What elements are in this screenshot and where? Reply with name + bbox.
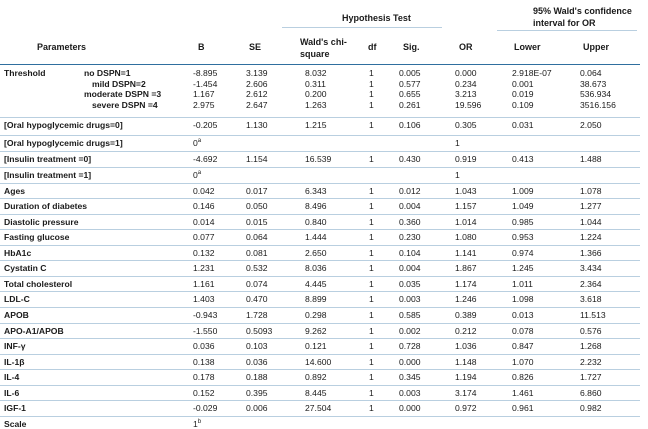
cell-upper: 1.224	[580, 232, 602, 242]
row-label: APO-A1/APOB	[4, 326, 64, 336]
row-divider	[0, 117, 640, 118]
cell-lower: 0.413	[512, 154, 534, 164]
cell-upper: 0.064	[580, 68, 602, 78]
cell-or: 1.148	[455, 357, 477, 367]
hypothesis-test-rule	[282, 27, 442, 28]
cell-df: 1	[369, 120, 374, 130]
cell-se: 0.103	[246, 341, 268, 351]
footnote-marker: b	[197, 419, 202, 426]
cell-upper: 2.232	[580, 357, 602, 367]
cell-or: 19.596	[455, 100, 482, 110]
row-divider	[0, 198, 640, 199]
cell-wald: 0.892	[305, 372, 327, 382]
cell-wald: 0.121	[305, 341, 327, 351]
row-label: INF-γ	[4, 341, 26, 351]
row-label: IL-6	[4, 388, 20, 398]
row-label: [Oral hypoglycemic drugs=1]	[4, 138, 123, 148]
cell-or: 0.305	[455, 120, 477, 130]
cell-wald: 8.899	[305, 294, 327, 304]
cell-lower: 1.049	[512, 201, 534, 211]
cell-b: 1.403	[193, 294, 215, 304]
cell-df: 1	[369, 89, 374, 99]
cell-upper: 1.488	[580, 154, 602, 164]
row-divider	[0, 245, 640, 246]
cell-or: 1.246	[455, 294, 477, 304]
cell-lower: 0.826	[512, 372, 534, 382]
cell-wald: 2.650	[305, 248, 327, 258]
cell-sig: 0.002	[399, 326, 421, 336]
row-label: mild DSPN=2	[92, 79, 146, 89]
row-label: HbA1c	[4, 248, 32, 258]
cell-df: 1	[369, 310, 374, 320]
cell-upper: 2.364	[580, 279, 602, 289]
cell-upper: 0.576	[580, 326, 602, 336]
cell-df: 1	[369, 388, 374, 398]
cell-lower: 0.078	[512, 326, 534, 336]
ci-group-header	[533, 5, 645, 29]
cell-sig: 0.004	[399, 263, 421, 273]
cell-b: -4.692	[193, 154, 218, 164]
cell-df: 1	[369, 403, 374, 413]
cell-df: 1	[369, 279, 374, 289]
cell-sig: 0.005	[399, 68, 421, 78]
cell-b: 0$^a$	[193, 138, 202, 148]
cell-lower: 1.245	[512, 263, 534, 273]
cell-b: -1.550	[193, 326, 218, 336]
cell-b: -8.895	[193, 68, 218, 78]
cell-or: 3.213	[455, 89, 477, 99]
row-divider	[0, 338, 640, 339]
cell-sig: 0.000	[399, 403, 421, 413]
cell-b: -0.029	[193, 403, 218, 413]
cell-lower: 0.001	[512, 79, 534, 89]
cell-wald: 14.600	[305, 357, 332, 367]
cell-df: 1	[369, 341, 374, 351]
row-label: IGF-1	[4, 403, 26, 413]
cell-b: 0.146	[193, 201, 215, 211]
cell-wald: 8.496	[305, 201, 327, 211]
cell-or: 0.234	[455, 79, 477, 89]
cell-wald: 1.263	[305, 100, 327, 110]
cell-upper: 38.673	[580, 79, 607, 89]
cell-b: 1.161	[193, 279, 215, 289]
cell-lower: 0.974	[512, 248, 534, 258]
col-header-b: B	[198, 42, 205, 52]
cell-se: 0.006	[246, 403, 268, 413]
threshold-label: Threshold	[4, 68, 46, 78]
cell-upper: 1.366	[580, 248, 602, 258]
cell-lower: 0.031	[512, 120, 534, 130]
cell-or: 1	[455, 138, 460, 148]
cell-b: 0.036	[193, 341, 215, 351]
cell-lower: 1.098	[512, 294, 534, 304]
cell-se: 0.188	[246, 372, 268, 382]
cell-or: 1.080	[455, 232, 477, 242]
row-label: [Oral hypoglycemic drugs=0]	[4, 120, 123, 130]
cell-wald: 6.343	[305, 186, 327, 196]
row-divider	[0, 276, 640, 277]
row-divider	[0, 400, 640, 401]
row-label: LDL-C	[4, 294, 30, 304]
cell-se: 0.074	[246, 279, 268, 289]
cell-sig: 0.012	[399, 186, 421, 196]
cell-sig: 0.003	[399, 294, 421, 304]
cell-b: 0.014	[193, 217, 215, 227]
cell-se: 0.081	[246, 248, 268, 258]
cell-sig: 0.728	[399, 341, 421, 351]
cell-sig: 0.261	[399, 100, 421, 110]
cell-sig: 0.035	[399, 279, 421, 289]
cell-or: 0.212	[455, 326, 477, 336]
cell-se: 0.017	[246, 186, 268, 196]
row-label: severe DSPN =4	[92, 100, 158, 110]
cell-or: 1.036	[455, 341, 477, 351]
cell-or: 0.919	[455, 154, 477, 164]
cell-or: 0.972	[455, 403, 477, 413]
col-header-wald: Wald's chi-square	[300, 37, 347, 59]
cell-sig: 0.106	[399, 120, 421, 130]
row-label: Fasting glucose	[4, 232, 70, 242]
ci-group-rule	[497, 30, 637, 31]
cell-lower: 0.953	[512, 232, 534, 242]
cell-upper: 1.078	[580, 186, 602, 196]
cell-lower: 0.961	[512, 403, 534, 413]
col-header-lower: Lower	[514, 42, 541, 52]
cell-b: 0.152	[193, 388, 215, 398]
cell-df: 1	[369, 232, 374, 242]
cell-df: 1	[369, 357, 374, 367]
cell-sig: 0.585	[399, 310, 421, 320]
cell-df: 1	[369, 186, 374, 196]
cell-or: 1.194	[455, 372, 477, 382]
row-label: moderate DSPN =3	[84, 89, 162, 99]
cell-b: 0$^a$	[193, 170, 202, 180]
cell-upper: 1.727	[580, 372, 602, 382]
row-divider	[0, 229, 640, 230]
cell-wald: 4.445	[305, 279, 327, 289]
cell-sig: 0.577	[399, 79, 421, 89]
cell-b: -1.454	[193, 79, 218, 89]
cell-sig: 0.345	[399, 372, 421, 382]
cell-wald: 16.539	[305, 154, 332, 164]
row-label: IL-1β	[4, 357, 25, 367]
row-label: no DSPN=1	[84, 68, 131, 78]
cell-se: 2.647	[246, 100, 268, 110]
cell-or: 0.000	[455, 68, 477, 78]
cell-or: 1.174	[455, 279, 477, 289]
cell-b: 1.231	[193, 263, 215, 273]
cell-wald: 0.840	[305, 217, 327, 227]
cell-wald: 27.504	[305, 403, 332, 413]
cell-wald: 8.036	[305, 263, 327, 273]
cell-sig: 0.360	[399, 217, 421, 227]
cell-b: 2.975	[193, 100, 215, 110]
cell-se: 1.130	[246, 120, 268, 130]
cell-se: 2.606	[246, 79, 268, 89]
cell-upper: 536.934	[580, 89, 612, 99]
cell-df: 1	[369, 294, 374, 304]
cell-sig: 0.003	[399, 388, 421, 398]
cell-or: 1.014	[455, 217, 477, 227]
row-divider	[0, 291, 640, 292]
cell-or: 1.043	[455, 186, 477, 196]
cell-se: 0.5093	[246, 326, 273, 336]
cell-df: 1	[369, 79, 374, 89]
cell-upper: 1.268	[580, 341, 602, 351]
cell-lower: 0.985	[512, 217, 534, 227]
row-divider	[0, 183, 640, 184]
col-header-se: SE	[249, 42, 262, 52]
row-divider	[0, 151, 640, 152]
cell-wald: 0.311	[305, 79, 326, 89]
cell-or: 1.867	[455, 263, 477, 273]
cell-or: 1	[455, 170, 460, 180]
cell-upper: 0.982	[580, 403, 602, 413]
cell-b: 1.167	[193, 89, 215, 99]
col-header-parameters: Parameters	[37, 42, 87, 52]
cell-upper: 3516.156	[580, 100, 616, 110]
cell-se: 2.612	[246, 89, 268, 99]
cell-se: 0.036	[246, 357, 268, 367]
row-label: Total cholesterol	[4, 279, 73, 289]
cell-se: 1.154	[246, 154, 268, 164]
cell-wald: 0.200	[305, 89, 327, 99]
cell-se: 0.064	[246, 232, 268, 242]
row-divider	[0, 323, 640, 324]
cell-df: 1	[369, 68, 374, 78]
ci-group-text: 95% Wald's confidence interval for OR	[533, 6, 632, 28]
cell-wald: 8.445	[305, 388, 327, 398]
cell-b: 0.077	[193, 232, 215, 242]
row-divider	[0, 260, 640, 261]
cell-sig: 0.004	[399, 201, 421, 211]
footnote-marker: a	[197, 170, 202, 177]
cell-se: 0.050	[246, 201, 268, 211]
cell-lower: 1.011	[512, 279, 533, 289]
cell-b: -0.205	[193, 120, 218, 130]
col-header-sig: Sig.	[403, 42, 420, 52]
cell-b: 1$^b$	[193, 419, 202, 429]
header-bottom-rule	[0, 64, 640, 65]
cell-df: 1	[369, 263, 374, 273]
cell-se: 0.532	[246, 263, 268, 273]
cell-upper: 11.513	[580, 310, 606, 320]
cell-df: 1	[369, 372, 374, 382]
cell-upper: 3.618	[580, 294, 602, 304]
cell-lower: 0.019	[512, 89, 534, 99]
cell-se: 3.139	[246, 68, 268, 78]
cell-sig: 0.430	[399, 154, 421, 164]
cell-wald: 8.032	[305, 68, 327, 78]
cell-lower: 0.109	[512, 100, 534, 110]
cell-b: 0.042	[193, 186, 215, 196]
cell-lower: 1.461	[512, 388, 534, 398]
cell-lower: 1.009	[512, 186, 534, 196]
cell-b: 0.178	[193, 372, 215, 382]
cell-or: 1.157	[455, 201, 477, 211]
cell-upper: 1.044	[580, 217, 602, 227]
cell-wald: 1.444	[305, 232, 327, 242]
cell-upper: 6.860	[580, 388, 602, 398]
row-divider	[0, 214, 640, 215]
row-label: Duration of diabetes	[4, 201, 88, 211]
cell-upper: 3.434	[580, 263, 602, 273]
cell-upper: 2.050	[580, 120, 602, 130]
cell-b: 0.132	[193, 248, 215, 258]
hypothesis-test-header: Hypothesis Test	[342, 13, 411, 23]
cell-df: 1	[369, 248, 374, 258]
cell-or: 0.389	[455, 310, 477, 320]
col-header-or: OR	[459, 42, 473, 52]
cell-se: 0.015	[246, 217, 268, 227]
col-header-df: df	[368, 42, 377, 52]
row-label: [Insulin treatment =1]	[4, 170, 92, 180]
cell-or: 3.174	[455, 388, 477, 398]
row-divider	[0, 135, 640, 136]
cell-b: 0.138	[193, 357, 215, 367]
row-divider	[0, 167, 640, 168]
row-divider	[0, 307, 640, 308]
cell-wald: 9.262	[305, 326, 327, 336]
row-divider	[0, 385, 640, 386]
row-label: Diastolic pressure	[4, 217, 79, 227]
col-header-upper: Upper	[583, 42, 610, 52]
cell-or: 1.141	[455, 248, 477, 258]
cell-sig: 0.104	[399, 248, 421, 258]
cell-sig: 0.230	[399, 232, 421, 242]
cell-wald: 0.298	[305, 310, 327, 320]
cell-se: 0.395	[246, 388, 268, 398]
cell-lower: 2.918E-07	[512, 68, 552, 78]
cell-df: 1	[369, 326, 374, 336]
row-label: [Insulin treatment =0]	[4, 154, 92, 164]
cell-se: 1.728	[246, 310, 268, 320]
row-label: Scale	[4, 419, 27, 429]
row-label: Cystatin C	[4, 263, 47, 273]
cell-lower: 0.847	[512, 341, 534, 351]
cell-df: 1	[369, 100, 374, 110]
cell-df: 1	[369, 154, 374, 164]
cell-wald: 1.215	[305, 120, 327, 130]
cell-lower: 1.070	[512, 357, 534, 367]
row-label: IL-4	[4, 372, 20, 382]
cell-df: 1	[369, 217, 374, 227]
row-label: APOB	[4, 310, 29, 320]
row-divider	[0, 354, 640, 355]
cell-upper: 1.277	[580, 201, 602, 211]
cell-se: 0.470	[246, 294, 268, 304]
cell-sig: 0.000	[399, 357, 421, 367]
row-label: Ages	[4, 186, 26, 196]
cell-sig: 0.655	[399, 89, 421, 99]
footnote-marker: a	[197, 138, 202, 145]
cell-b: -0.943	[193, 310, 218, 320]
cell-lower: 0.013	[512, 310, 534, 320]
row-divider	[0, 416, 640, 417]
row-divider	[0, 369, 640, 370]
cell-df: 1	[369, 201, 374, 211]
